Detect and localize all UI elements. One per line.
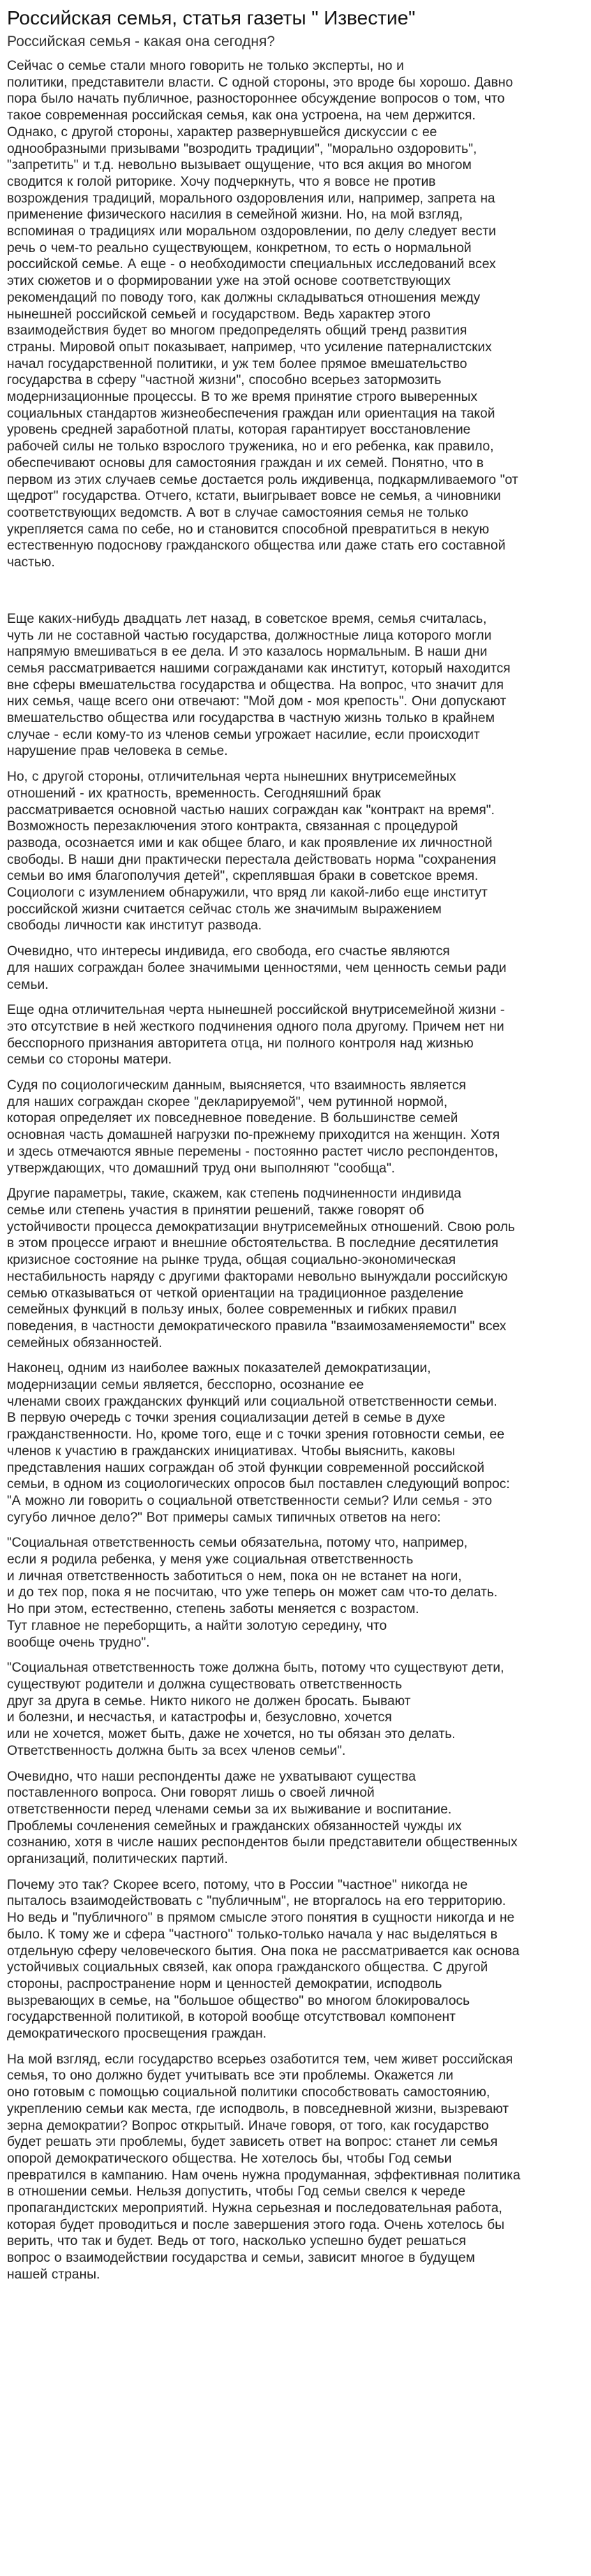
article-paragraph: Наконец, одним из наиболее важных показателей демократизации, модернизации семьи является, бесспорно, осознание ее членами своих гражданских функций или социальной ответственности семьи. В первую очередь с точки зрения социализации детей в семье в духе гражданственности. Но, кроме того, еще и с точки зрения готовности семьи, ее членов к участию в гражданских инициативах. Чтобы выяснить, каковы представления наших сограждан об этой функции современной российской семьи, в одном из социологических опросов был поставлен следующий вопрос: "А можно ли говорить о социальной ответственности семьи? Или семья - это сугубо личное дело?" Вот примеры самых типичных ответов на него: — [7, 1361, 510, 1525]
paragraph-gap — [7, 580, 576, 611]
article-paragraph: Другие параметры, такие, скажем, как степень подчиненности индивида семье или степень участия в принятии решений, также говорят об устойчивости процесса демократизации внутрисемейных отношений. Свою роль в этом процессе играют и внешние обстоятельства. В последние десятилетия кризисное состояние на рынке труда, общая социально-экономическая нестабильность наряду с другими факторами невольно вынуждали российскую семью отказываться от четкой ориентации на традиционное разделение семейных функций в пользу иных, более современных и гибких правил поведения, в частности демократического правила "взаимозаменяемости" всех семейных обязанностей. — [7, 1186, 515, 1350]
article-paragraph: Сейчас о семье стали много говорить не только эксперты, но и политики, представители власти. С одной стороны, это вроде бы хорошо. Давно пора было начать публичное, разностороннее обсуждение вопросов о том, что такое современная российская семья, как она устроена, на чем держится. Однако, с другой стороны, характер развернувшейся дискуссии с ее однообразными призывами "возродить традиции", "морально оздоровить", "запретить" и т.д. невольно вызывает ощущение, что вся акция во многом сводится к голой риторике. Хочу подчеркнуть, что я вовсе не против возрождения традиций, морального оздоровления или, например, запрета на применение физического насилия в семейной жизни. Но, на мой взгляд, вспоминая о традициях или моральном оздоровлении, по делу следует вести речь о чем-то реально существующем, конкретном, то есть о нормальной российской семье. А еще - о необходимости специальных исследований всех этих сюжетов и о формировании уже на этой основе соответствующих рекомендаций по поводу того, как должны складываться отношения между нынешней российской семьей и государством. Ведь характер этого взаимодействия будет во многом предопределять общий тренд развития страны. Мировой опыт показывает, например, что усиление патерналистских начал государственной политики, и уж тем более прямое вмешательство государства в сферу "частной жизни", способно всерьез затормозить модернизационные процессы. В то же время принятие строго выверенных социальных стандартов жизнеобеспечения граждан или ориентация на такой уровень средней заработной платы, которая гарантирует восстановление рабочей силы не только взрослого труженика, но и его ребенка, как правило, обеспечивают основы для самостояния граждан и их семей. Понятно, что в первом из этих случаев семье достается роль иждивенца, подкармливаемого "от щедрот" государства. Отчего, кстати, выигрывает вовсе не семья, а чиновники соответствующих ведомств. А вот в случае самостояния семья не только укрепляется сама по себе, но и становится способной превратиться в некую естественную подоснову гражданского общества или даже стать его составной частью. — [7, 59, 518, 571]
article-paragraph: Очевидно, что интересы индивида, его свобода, его счастье являются для наших сограждан более значимыми ценностями, чем ценность семьи ради семьи. — [7, 944, 507, 992]
article-paragraph: Очевидно, что наши респонденты даже не ухватывают существа поставленного вопроса. Они говорят лишь о своей личной ответственности перед членами семьи за их выживание и воспитание. Проблемы сочленения семейных и гражданских обязанностей чужды их сознанию, хотя в числе наших респондентов были представители общественных организаций, политических партий. — [7, 1769, 518, 1867]
article-paragraph: Еще каких-нибудь двадцать лет назад, в советское время, семья считалась, чуть ли не составной частью государства, должностные лица которого могли напрямую вмешиваться в ее дела. И это казалось нормальным. В наши дни семья рассматривается нашими согражданами как институт, который находится вне сферы вмешательства государства и общества. На вопрос, что значит для них семья, чаще всего они отвечают: "Мой дом - моя крепость". Они допускают вмешательство общества или государства в частную жизнь только в крайнем случае - если кому-то из членов семьи угрожает насилие, если происходит нарушение прав человека в семье. — [7, 611, 511, 759]
article-paragraph: Но, с другой стороны, отличительная черта нынешних внутрисемейных отношений - их кратность, временность. Сегодняшний брак рассматривается основной частью наших сограждан как "контракт на время". Возможность перезаключения этого контракта, связанная с процедурой развода, осознается ими и как общее благо, и как проявление их личностной свободы. В наши дни практически перестала действовать норма "сохранения семьи во имя благополучия детей", скреплявшая браки в советское время. Социологи с изумлением обнаружили, что вряд ли какой-либо еще институт российской жизни считается сейчас столь же значимым выражением свободы личности как институт развода. — [7, 770, 496, 934]
article-paragraph: Почему это так? Скорее всего, потому, что в России "частное" никогда не пыталось взаимодействовать с "публичным", не вторгалось на его территорию. Но ведь и "публичного" в прямом смысле этого понятия в сущности никогда и не было. К тому же и сфера "частного" только-только начала у нас выделяться в отдельную сферу человеческого бытия. Она пока не рассматривается как основа устойчивых социальных связей, как опора гражданского общества. С другой стороны, распространение норм и ценностей демократии, исподволь вызревающих в семье, на "большое общество" во многом блокировалось государственной политикой, в которой вообще отсутствовал компонент демократического просвещения граждан. — [7, 1877, 520, 2042]
article-quote: "Социальная ответственность семьи обязательна, потому что, например, если я родила ребенка, у меня уже социальная ответственность и личная ответственность заботиться о нем, пока он не встанет на ноги, и до тех пор, пока я не посчитаю, что уже теперь он может сам что-то делать. Но при этом, естественно, степень заботы меняется с возрастом. Тут главное не переборщить, а найти золотую середину, что вообще очень трудно". — [7, 1536, 498, 1650]
article-title: Российская семья, статья газеты " Известие" — [7, 7, 416, 29]
article-quote: "Социальная ответственность тоже должна быть, потому что существуют дети, существуют родители и должна существовать ответственность друг за друга в семье. Никто никого не должен бросать. Бывают и болезни, и несчастья, и катастрофы и, безусловно, хочется или не хочется, может быть, даже не хочется, но ты обязан это делать. Ответственность должна быть за всех членов семьи". — [7, 1661, 504, 1758]
article-paragraph: Еще одна отличительная черта нынешней российской внутрисемейной жизни - это отсутствие в ней жесткого подчинения одного пола другому. Причем нет ни бесспорного признания авторитета отца, ни полного контроля над жизнью семьи со стороны матери. — [7, 1003, 505, 1068]
article-paragraph: Судя по социологическим данным, выясняется, что взаимность является для наших сограждан скорее "декларируемой", чем рутинной нормой, которая определяет их повседневное поведение. В большинстве семей основная часть домашней нагрузки по-прежнему приходится на женщин. Хотя и здесь отмечаются явные перемены - постоянно растет число респондентов, утверждающих, что домашний труд они выполняют "сообща". — [7, 1078, 500, 1176]
article-subtitle: Российская семья - какая она сегодня? — [7, 34, 275, 50]
article-paragraph: На мой взгляд, если государство всерьез озаботится тем, чем живет российская семья, то оно должно будет учитывать все эти проблемы. Окажется ли оно готовым с помощью социальной политики способствовать самостоянию, укреплению семьи как места, где исподволь, в повседневной жизни, вызревают зерна демократии? Вопрос открытый. Иначе говоря, от того, как государство будет решать эти проблемы, будет зависеть ответ на вопрос: станет ли семья опорой демократического общества. Не хотелось бы, чтобы Год семьи превратился в кампанию. Нам очень нужна продуманная, эффективная политика в отношении семьи. Нельзя допустить, чтобы Год семьи свелся к череде пропагандистских мероприятий. Нужна серьезная и последовательная работа, которая будет проводиться и после завершения этого года. Очень хотелось бы верить, что так и будет. Ведь от того, насколько успешно будет решаться вопрос о взаимодействии государства и семьи, зависит многое в будущем нашей страны. — [7, 2052, 521, 2282]
